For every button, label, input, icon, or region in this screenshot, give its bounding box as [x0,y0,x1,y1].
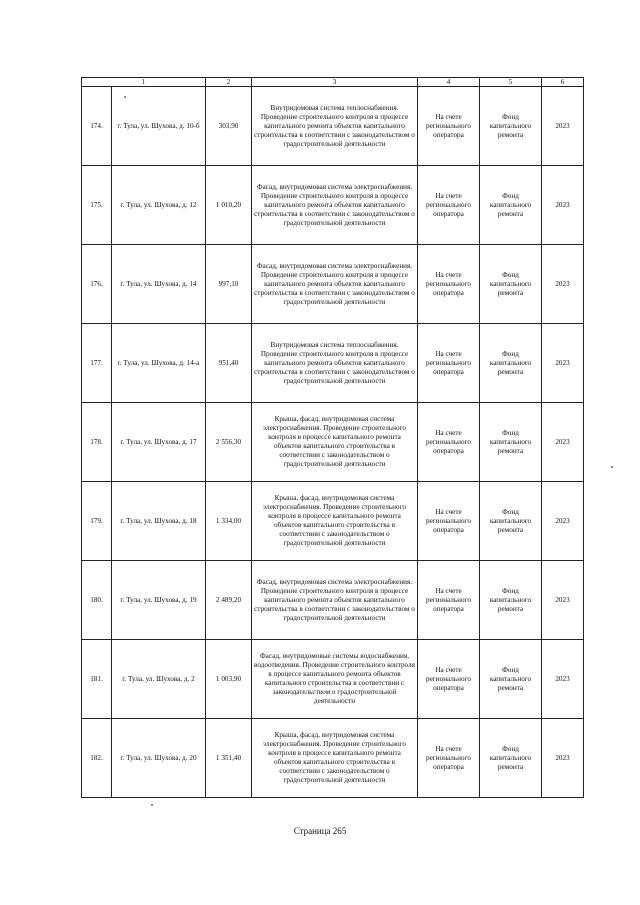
address-cell: г. Тула, ул. Шухова, д. 20 [112,719,206,798]
header-col-6: 6 [542,78,584,87]
address-cell: г. Тула, ул. Шухова, д. 14-а [112,324,206,403]
year-cell: 2023 [542,561,584,640]
year-cell: 2023 [542,87,584,166]
row-number-cell: 181. [82,640,112,719]
table-row [82,87,584,166]
header-col-2: 2 [206,78,252,87]
works-description-cell: Фасад, внутридомовая система электроснабжения. Проведение строительного контроля в процессе капитального ремонта объектов капитального строительства в соответствии с законодательством о градостроительной деятельности [252,245,418,324]
funding-source-cell: Фонд капитального ремонта [480,561,542,640]
address-cell: г. Тула, ул. Шухова, д. 17 [112,403,206,482]
address-cell: г. Тула, ул. Шухова, д. 12 [112,166,206,245]
account-method-cell: На счете регионального оператора [418,324,480,403]
row-number-cell: 180. [82,561,112,640]
row-number-cell: 175. [82,166,112,245]
year-cell: 2023 [542,640,584,719]
funding-source-cell: Фонд капитального ремонта [480,482,542,561]
area-cell: 997,10 [206,245,252,324]
table-row [82,166,584,245]
funding-source-cell: Фонд капитального ремонта [480,403,542,482]
year-cell: 2023 [542,324,584,403]
table-row [82,719,584,798]
works-description-cell: Фасад, внутридомовая система электроснабжения. Проведение строительного контроля в процессе капитального ремонта объектов капитального строительства в соответствии с законодательством о градостроительной деятельности [252,166,418,245]
area-cell: 1 010,20 [206,166,252,245]
funding-source-cell: Фонд капитального ремонта [480,640,542,719]
year-cell: 2023 [542,166,584,245]
account-method-cell: На счете регионального оператора [418,166,480,245]
address-cell: г. Тула, ул. Шухова, д. 2 [112,640,206,719]
table-row [82,561,584,640]
row-number-cell: 182. [82,719,112,798]
header-col-4: 4 [418,78,480,87]
scan-speck [124,96,126,98]
account-method-cell: На счете регионального оператора [418,87,480,166]
account-method-cell: На счете регионального оператора [418,482,480,561]
works-description-cell: Крыша, фасад, внутридомовая система электроснабжения. Проведение строительного контроля в процессе капитального ремонта объектов капитального строительства в соответствии с законодательством о градостроительной деятельности [252,719,418,798]
area-cell: 2 489,20 [206,561,252,640]
scan-speck [611,466,613,468]
table-row [82,324,584,403]
funding-source-cell: Фонд капитального ремонта [480,324,542,403]
page-number: Страница 265 [293,826,347,836]
table-row [82,245,584,324]
works-description-cell: Внутридомовая система теплоснабжения. Проведение строительного контроля в процессе капитального ремонта объектов капитального строительства в соответствии с законодательством о градостроительной деятельности [252,324,418,403]
address-cell: г. Тула, ул. Шухова, д. 19 [112,561,206,640]
table-row [82,640,584,719]
table-row [82,403,584,482]
account-method-cell: На счете регионального оператора [418,245,480,324]
column-number-header-row [82,78,584,87]
row-number-cell: 178. [82,403,112,482]
funding-source-cell: Фонд капитального ремонта [480,245,542,324]
year-cell: 2023 [542,403,584,482]
works-description-cell: Внутридомовая система теплоснабжения. Проведение строительного контроля в процессе капитального ремонта объектов капитального строительства в соответствии с законодательством о градостроительной деятельности [252,87,418,166]
area-cell: 951,40 [206,324,252,403]
row-number-cell: 174. [82,87,112,166]
address-cell: г. Тула, ул. Шухова, д. 14 [112,245,206,324]
header-col-5: 5 [480,78,542,87]
header-col-3: 3 [252,78,418,87]
area-cell: 1 003,90 [206,640,252,719]
header-col-1: 1 [82,78,206,87]
funding-source-cell: Фонд капитального ремонта [480,87,542,166]
year-cell: 2023 [542,245,584,324]
works-description-cell: Фасад, внутридомовая система электроснабжения. Проведение строительного контроля в процессе капитального ремонта объектов капитального строительства в соответствии с законодательством о градостроительной деятельности [252,561,418,640]
works-description-cell: Крыша, фасад, внутридомовая система электроснабжения. Проведение строительного контроля в процессе капитального ремонта объектов капитального строительства в соответствии с законодательством о градостроительной деятельности [252,403,418,482]
account-method-cell: На счете регионального оператора [418,403,480,482]
row-number-cell: 177. [82,324,112,403]
row-number-cell: 179. [82,482,112,561]
scan-speck [151,804,153,806]
repair-schedule-table [81,77,584,798]
funding-source-cell: Фонд капитального ремонта [480,166,542,245]
year-cell: 2023 [542,482,584,561]
area-cell: 2 556,30 [206,403,252,482]
works-description-cell: Крыша, фасад, внутридомовая система электроснабжения. Проведение строительного контроля в процессе капитального ремонта объектов капитального строительства в соответствии с законодательством о градостроительной деятельности [252,482,418,561]
address-cell: г. Тула, ул. Шухова, д. 10-б [112,87,206,166]
area-cell: 303,90 [206,87,252,166]
address-cell: г. Тула, ул. Шухова, д. 18 [112,482,206,561]
row-number-cell: 176. [82,245,112,324]
account-method-cell: На счете регионального оператора [418,640,480,719]
area-cell: 1 351,40 [206,719,252,798]
area-cell: 1 334,00 [206,482,252,561]
funding-source-cell: Фонд капитального ремонта [480,719,542,798]
works-description-cell: Фасад, внутридомовые системы водоснабжения, водоотведения. Проведение строительного контроля в процессе капитального ремонта объектов капитального строительства в соответствии с законодательством о градостроительной деятельности [252,640,418,719]
account-method-cell: На счете регионального оператора [418,561,480,640]
table-row [82,482,584,561]
account-method-cell: На счете регионального оператора [418,719,480,798]
year-cell: 2023 [542,719,584,798]
